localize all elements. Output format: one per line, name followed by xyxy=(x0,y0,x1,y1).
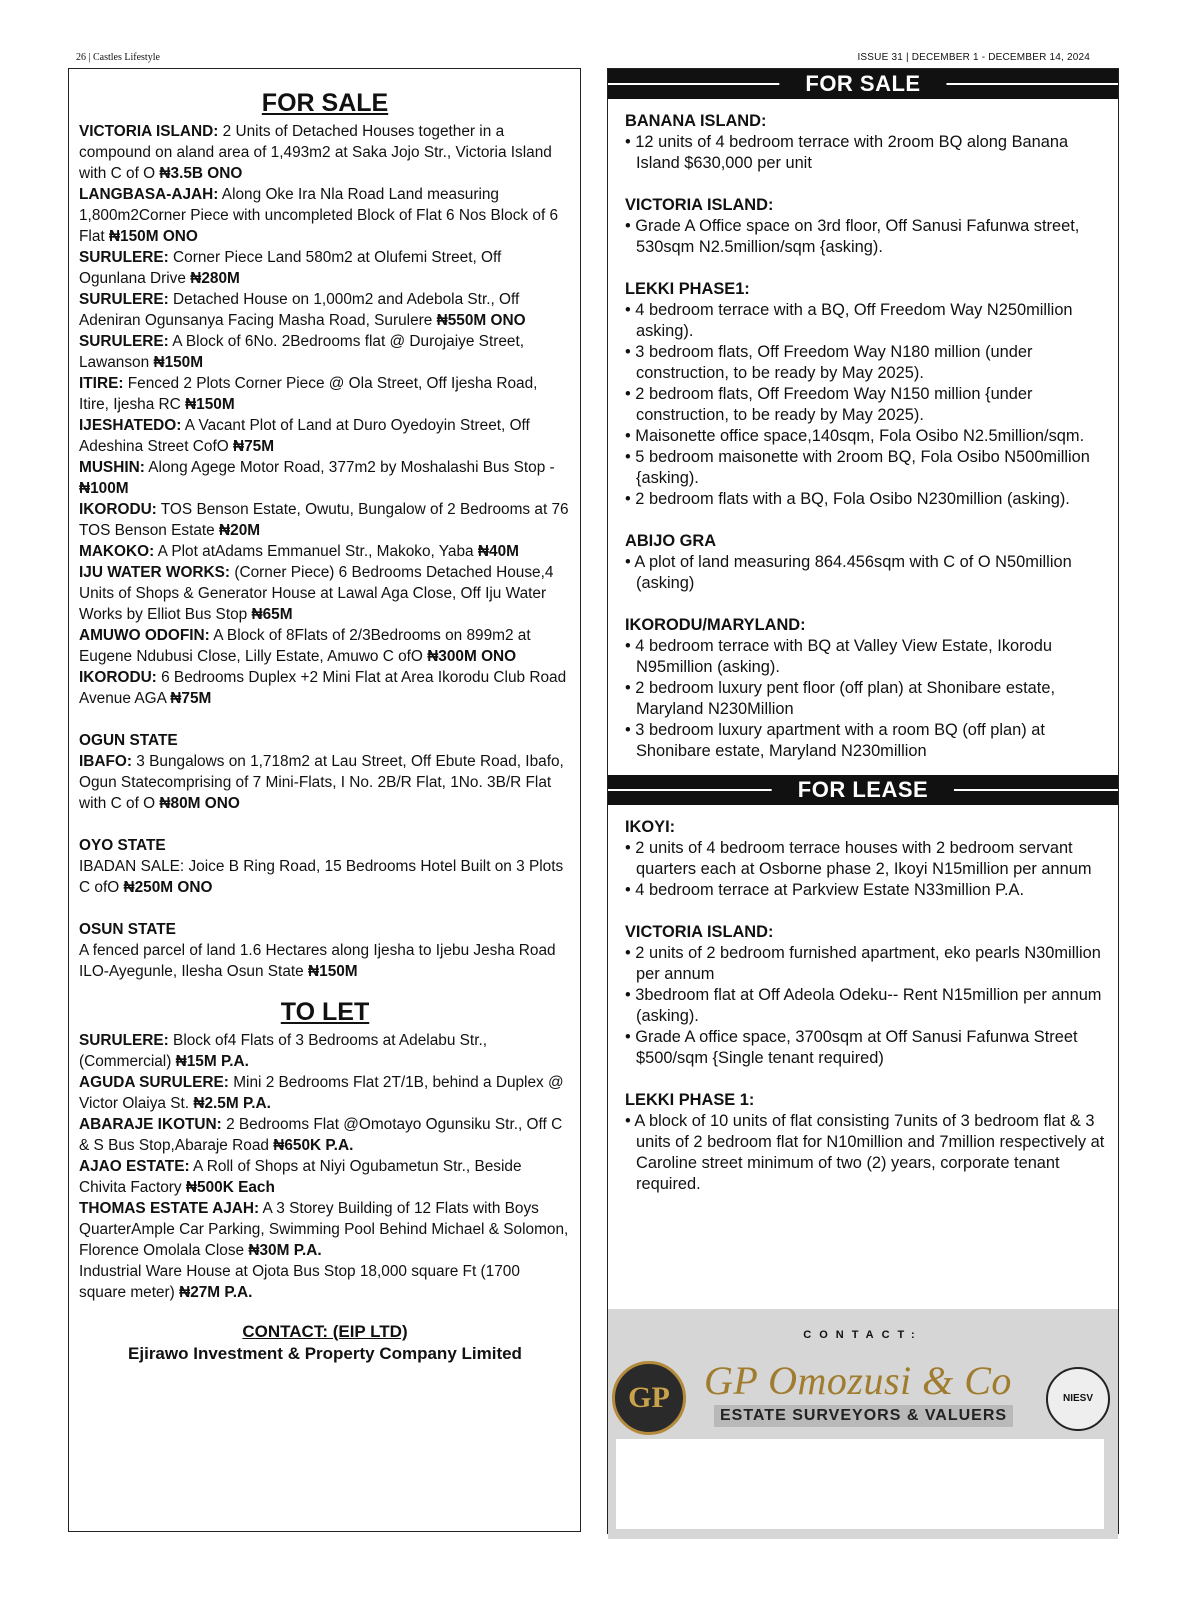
listing-item xyxy=(79,415,571,457)
page-label: 26 | Castles Lifestyle xyxy=(76,52,160,63)
bullet-item: • 4 bedroom terrace with a BQ, Off Freedom Way N250million asking). xyxy=(625,301,1073,340)
listing-price: ₦300M ONO xyxy=(427,648,517,665)
listing-text: Along Agege Motor Road, 377m2 by Moshalashi Bus Stop - xyxy=(144,459,555,476)
firm-name: GP Omozusi & Co xyxy=(704,1358,1012,1403)
listing-price: ₦27M P.A. xyxy=(179,1284,253,1301)
gp-contact-box xyxy=(608,1309,1118,1539)
listing-item xyxy=(79,1030,571,1072)
property-section xyxy=(625,817,1108,901)
listing-item xyxy=(79,625,571,667)
listing-text: 2 Units of Detached Houses together in a compound on aland area of 1,493m2 at Saka Jojo Str., Victoria Island with C of O xyxy=(79,123,552,182)
gp-logo-icon: GP xyxy=(612,1361,686,1435)
right-panel xyxy=(607,68,1119,1534)
bullet-item: • 2 bedroom flats, Off Freedom Way N150 million {under construction, to be ready by May 2025). xyxy=(625,385,1033,424)
property-section xyxy=(625,111,1108,174)
section-heading: IKOYI: xyxy=(625,818,676,836)
listing-price: ₦650K P.A. xyxy=(273,1137,354,1154)
issue-date: ISSUE 31 | DECEMBER 1 - DECEMBER 14, 2024 xyxy=(857,52,1090,63)
listing-location: IBAFO: xyxy=(79,753,133,770)
contact-line: CONTACT: (EIP LTD) xyxy=(242,1322,408,1341)
listing-location: ITIRE: xyxy=(79,375,124,392)
listing-location: IJU WATER WORKS: xyxy=(79,564,231,581)
listing-item xyxy=(79,1156,571,1198)
property-section xyxy=(625,195,1108,258)
for-lease-band-title: FOR LEASE xyxy=(772,775,954,805)
section-heading: BANANA ISLAND: xyxy=(625,112,767,130)
listing-item xyxy=(79,373,571,415)
listing-text: Along Oke Ira Nla Road Land measuring 1,800m2Corner Piece with uncompleted Block of Flat 6 Nos Block of 6 Flat xyxy=(79,186,559,245)
bullet-item: • 3 bedroom luxury apartment with a room BQ (off plan) at Shonibare estate, Maryland N230million xyxy=(625,721,1045,760)
listing-location: VICTORIA ISLAND: xyxy=(79,123,219,140)
listing-location: LANGBASA-AJAH: xyxy=(79,186,219,203)
listing-text: A fenced parcel of land 1.6 Hectares along Ijesha to Ijebu Jesha Road ILO-Ayegunle, Ilesha Osun State xyxy=(79,942,556,980)
to-let-title: TO LET xyxy=(280,998,370,1026)
osun-section xyxy=(79,919,571,982)
listing-text: A Vacant Plot of Land at Duro Oyedoyin Street, Off Adeshina Street CofO xyxy=(79,417,530,455)
blank-box xyxy=(616,1439,1104,1529)
listing-text: Fenced 2 Plots Corner Piece @ Ola Street, Off Ijesha Road, Itire, Ijesha RC xyxy=(79,375,538,413)
listing-text: 2 Bedrooms Flat @Omotayo Ogunsiku Str., Off C & S Bus Stop,Abaraje Road xyxy=(79,1116,563,1154)
firm-tagline: ESTATE SURVEYORS & VALUERS xyxy=(714,1405,1013,1427)
listing-location: SURULERE: xyxy=(79,333,169,350)
listing-price: ₦40M xyxy=(477,543,519,560)
listing-price: ₦150M xyxy=(153,354,204,371)
listing-text: A 3 Storey Building of 12 Flats with Boys QuarterAmple Car Parking, Swimming Pool Behind Michael & Solomon, Florence Omolala Close xyxy=(79,1200,569,1259)
bullet-item: • 2 bedroom flats with a BQ, Fola Osibo N230million (asking). xyxy=(625,490,1070,508)
listing-location: IJESHATEDO: xyxy=(79,417,182,434)
property-section xyxy=(625,279,1108,510)
listing-location: THOMAS ESTATE AJAH: xyxy=(79,1200,260,1217)
niesv-seal-icon: NIESV xyxy=(1046,1367,1110,1431)
section-heading: ABIJO GRA xyxy=(625,532,717,550)
listing-price: ₦280M xyxy=(190,270,240,287)
listing-location: SURULERE: xyxy=(79,291,169,308)
left-panel xyxy=(68,68,581,1532)
bullet-item: • Maisonette office space,140sqm, Fola Osibo N2.5million/sqm. xyxy=(625,427,1085,445)
region-heading: OYO STATE xyxy=(79,837,166,854)
listing-item xyxy=(79,247,571,289)
right-sale-list xyxy=(608,99,1118,762)
listing-text: 3 Bungalows on 1,718m2 at Lau Street, Off Ebute Road, Ibafo, Ogun Statecomprising of 7 Mini-Flats, I No. 2B/R Flat, 1No. 3B/R Flat with C of O xyxy=(79,753,564,812)
listing-location: SURULERE: xyxy=(79,1032,169,1049)
listing-item xyxy=(79,1072,571,1114)
listing-text: Industrial Ware House at Ojota Bus Stop 18,000 square Ft (1700 square meter) xyxy=(79,1263,520,1301)
listing-text: A Block of 8Flats of 2/3Bedrooms on 899m2 at Eugene Ndubusi Close, Lilly Estate, Amuwo C ofO xyxy=(79,627,531,665)
listing-price: ₦20M xyxy=(219,522,261,539)
listing-price: ₦150M xyxy=(185,396,235,413)
listing-price: ₦3.5B ONO xyxy=(159,165,243,182)
bullet-item: • A plot of land measuring 864.456sqm with C of O N50million (asking) xyxy=(625,553,1072,592)
property-section xyxy=(625,922,1108,1069)
for-sale-band-title: FOR SALE xyxy=(779,69,946,99)
listing-price: ₦550M ONO xyxy=(436,312,526,329)
listing-text: TOS Benson Estate, Owutu, Bungalow of 2 Bedrooms at 76 TOS Benson Estate xyxy=(79,501,569,539)
listing-price: ₦500K Each xyxy=(185,1179,275,1196)
listing-text: 6 Bedrooms Duplex +2 Mini Flat at Area Ikorodu Club Road Avenue AGA xyxy=(79,669,567,707)
bullet-item: • 3bedroom flat at Off Adeola Odeku-- Rent N15million per annum (asking). xyxy=(625,986,1102,1025)
listing-text: A Plot atAdams Emmanuel Str., Makoko, Yaba xyxy=(154,543,478,560)
property-section xyxy=(625,531,1108,594)
bullet-item: • 2 units of 4 bedroom terrace houses with 2 bedroom servant quarters each at Osborne phase 2, Ikoyi N15million per annum xyxy=(625,839,1092,878)
listing-price: ₦15M P.A. xyxy=(175,1053,249,1070)
section-heading: LEKKI PHASE1: xyxy=(625,280,750,298)
listing-item xyxy=(79,121,571,184)
listing-price: ₦75M xyxy=(233,438,275,455)
listing-text: A Roll of Shops at Niyi Ogubametun Str., Beside Chivita Factory xyxy=(79,1158,522,1196)
listing-price: ₦30M P.A. xyxy=(248,1242,322,1259)
listing-item xyxy=(79,1114,571,1156)
listing-price: ₦2.5M P.A. xyxy=(193,1095,271,1112)
listing-item xyxy=(79,289,571,331)
listing-location: AJAO ESTATE: xyxy=(79,1158,190,1175)
bullet-item: • 2 units of 2 bedroom furnished apartment, eko pearls N30million per annum xyxy=(625,944,1101,983)
for-sale-title: FOR SALE xyxy=(261,89,389,117)
bullet-item: • Grade A Office space on 3rd floor, Off Sanusi Fafunwa street, 530sqm N2.5million/sqm {asking). xyxy=(625,217,1080,256)
section-heading: LEKKI PHASE 1: xyxy=(625,1091,755,1109)
ogun-section xyxy=(79,730,571,814)
bullet-item: • 12 units of 4 bedroom terrace with 2room BQ along Banana Island $630,000 per unit xyxy=(625,133,1069,172)
listing-item xyxy=(79,184,571,247)
oyo-section xyxy=(79,835,571,898)
listing-location: IKORODU: xyxy=(79,501,157,518)
contact-label: CONTACT: xyxy=(803,1329,923,1341)
bullet-item: • 3 bedroom flats, Off Freedom Way N180 million (under construction, to be ready by May 2025). xyxy=(625,343,1033,382)
for-lease-band xyxy=(608,775,1118,805)
sale-list xyxy=(79,121,571,709)
listing-item xyxy=(79,499,571,541)
bullet-item: • 2 bedroom luxury pent floor (off plan) at Shonibare estate, Maryland N230Million xyxy=(625,679,1056,718)
section-heading: IKORODU/MARYLAND: xyxy=(625,616,806,634)
listing-item xyxy=(79,562,571,625)
for-sale-band xyxy=(608,69,1118,99)
listing-text: A Block of 6No. 2Bedrooms flat @ Durojaiye Street, Lawanson xyxy=(79,333,525,371)
listing-text: Block of4 Flats of 3 Bedrooms at Adelabu Str., (Commercial) xyxy=(79,1032,488,1070)
listing-location: AMUWO ODOFIN: xyxy=(79,627,210,644)
listing-location: IKORODU: xyxy=(79,669,157,686)
listing-price: ₦150M xyxy=(308,963,358,980)
listing-location: ABARAJE IKOTUN: xyxy=(79,1116,222,1133)
listing-text: Mini 2 Bedrooms Flat 2T/1B, behind a Duplex @ Victor Olaiya St. xyxy=(79,1074,564,1112)
listing-location: MAKOKO: xyxy=(79,543,155,560)
listing-text: Detached House on 1,000m2 and Adebola Str., Off Adeniran Ogunsanya Facing Masha Road, Surulere xyxy=(79,291,520,329)
section-heading: VICTORIA ISLAND: xyxy=(625,196,774,214)
listing-price: ₦250M ONO xyxy=(123,879,213,896)
listing-price: ₦75M xyxy=(170,690,212,707)
listing-location: MUSHIN: xyxy=(79,459,145,476)
property-section xyxy=(625,615,1108,762)
listing-item xyxy=(79,667,571,709)
bullet-item: • A block of 10 units of flat consisting 7units of 3 bedroom flat & 3 units of 2 bedroom flat for N10million and 7million respectively at Caroline street minimum of two (2) years, corporate tenant required. xyxy=(625,1112,1105,1193)
listing-item xyxy=(79,541,571,562)
bullet-item: • Grade A office space, 3700sqm at Off Sanusi Fafunwa Street $500/sqm {Single tenant required) xyxy=(625,1028,1078,1067)
listing-location: SURULERE: xyxy=(79,249,169,266)
listing-item xyxy=(79,1261,571,1303)
bullet-item: • 4 bedroom terrace with BQ at Valley View Estate, Ikorodu N95million (asking). xyxy=(625,637,1052,676)
listing-text: Corner Piece Land 580m2 at Olufemi Street, Off Ogunlana Drive xyxy=(79,249,502,287)
listing-price: ₦65M xyxy=(251,606,293,623)
let-list xyxy=(79,1030,571,1303)
contact-company: Ejirawo Investment & Property Company Limited xyxy=(128,1344,522,1363)
listing-text: (Corner Piece) 6 Bedrooms Detached House,4 Units of Shops & Generator House at Lawal Aga Close, Off Iju Water Works by Elliot Bus Stop xyxy=(79,564,554,623)
listing-item xyxy=(79,1198,571,1261)
bullet-item: • 5 bedroom maisonette with 2room BQ, Fola Osibo N500million {asking). xyxy=(625,448,1090,487)
bullet-item: • 4 bedroom terrace at Parkview Estate N33million P.A. xyxy=(625,881,1024,899)
property-section xyxy=(625,1090,1108,1195)
listing-price: ₦80M ONO xyxy=(159,795,240,812)
section-heading: VICTORIA ISLAND: xyxy=(625,923,774,941)
eip-contact xyxy=(79,1321,571,1365)
listing-location: AGUDA SURULERE: xyxy=(79,1074,229,1091)
region-heading: OSUN STATE xyxy=(79,921,176,938)
region-heading: OGUN STATE xyxy=(79,732,178,749)
right-lease-list xyxy=(608,805,1118,1195)
listing-item xyxy=(79,331,571,373)
listing-item xyxy=(79,457,571,499)
listing-price: ₦100M xyxy=(79,480,129,497)
listing-price: ₦150M ONO xyxy=(108,228,198,245)
listing-text: IBADAN SALE: Joice B Ring Road, 15 Bedrooms Hotel Built on 3 Plots C ofO xyxy=(79,858,564,896)
